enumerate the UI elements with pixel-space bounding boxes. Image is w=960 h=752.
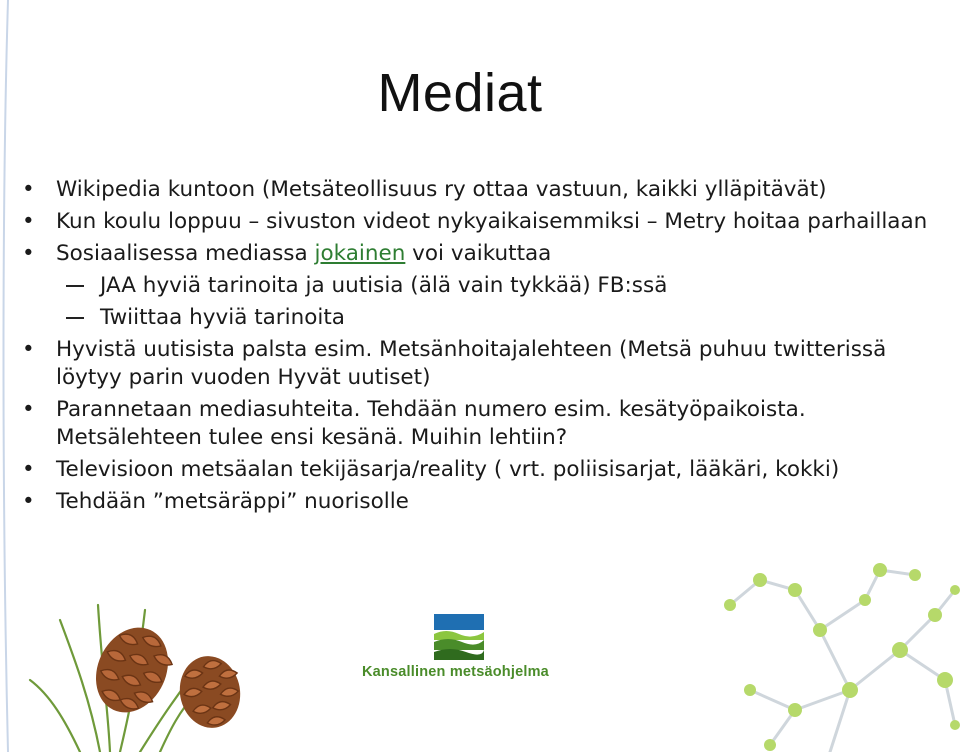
bullet-icon: • [22, 209, 35, 234]
list-item [22, 396, 952, 452]
list-item [22, 240, 952, 268]
slide-title: Mediat [377, 63, 543, 123]
bullet-list [22, 176, 952, 520]
list-item-text: Kun koulu loppuu – sivuston videot nykyaikaisemmiksi – Metry hoitaa parhaillaan [56, 209, 928, 234]
molecule-branch-decoration [700, 560, 960, 752]
jokainen-link[interactable]: jokainen [314, 241, 406, 266]
logo-text: Kansallinen metsäohjelma [362, 664, 549, 680]
list-item-text-pre: Sosiaalisessa mediassa [56, 241, 315, 266]
list-item-text-post: voi vaikuttaa [405, 241, 552, 266]
sub-list-item-text: Twiittaa hyviä tarinoita [100, 305, 345, 330]
list-item-text: Televisioon metsäalan tekijäsarja/reality ( vrt. poliisisarjat, lääkäri, kokki) [56, 457, 840, 482]
bullet-icon: • [22, 489, 35, 514]
sub-list-item [22, 304, 952, 332]
list-item [22, 208, 952, 236]
bullet-icon: • [22, 337, 35, 362]
sub-list-item [22, 272, 952, 300]
list-item-text: Wikipedia kuntoon (Metsäteollisuus ry ottaa vastuun, kaikki ylläpitävät) [56, 177, 827, 202]
landscape-logo-icon [432, 612, 486, 662]
list-item [22, 336, 952, 392]
bullet-icon: • [22, 177, 35, 202]
list-item-text: Hyvistä uutisista palsta esim. Metsänhoitajalehteen (Metsä puhuu twitterissä löytyy parin vuoden Hyvät uutiset) [56, 337, 887, 390]
list-item [22, 176, 952, 204]
dash-icon [66, 285, 84, 287]
list-item-text: Parannetaan mediasuhteita. Tehdään numero esim. kesätyöpaikoista. Metsälehteen tulee ensi kesänä. Muihin lehtiin? [56, 397, 806, 450]
sub-list-item-text: JAA hyviä tarinoita ja uutisia (älä vain tykkää) FB:ssä [100, 273, 668, 298]
list-item-text: Tehdään ”metsäräppi” nuorisolle [56, 489, 409, 514]
bullet-icon: • [22, 241, 35, 266]
bullet-icon: • [22, 397, 35, 422]
dash-icon [66, 317, 84, 319]
pine-cone-icon [20, 600, 260, 752]
bullet-icon: • [22, 457, 35, 482]
list-item [22, 456, 952, 484]
list-item [22, 488, 952, 516]
